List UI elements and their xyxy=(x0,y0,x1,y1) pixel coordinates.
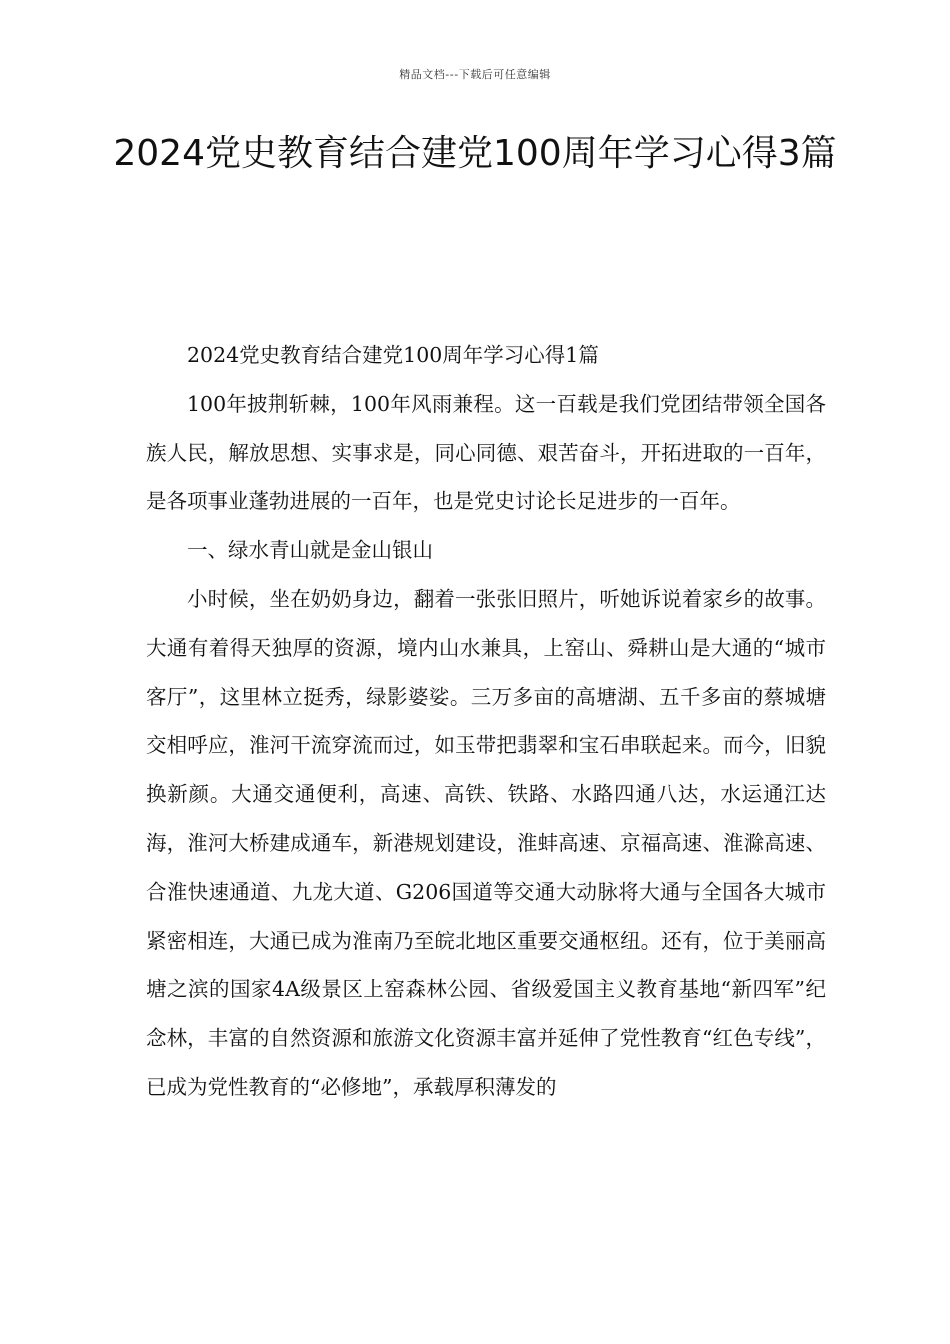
document-title: 2024党史教育结合建党100周年学习心得3篇 xyxy=(113,133,837,174)
body-paragraph-intro: 100年披荆斩棘，100年风雨兼程。这一百载是我们党团结带领全国各族人民，解放思想、实事求是，同心同德、艰苦奋斗，开拓进取的一百年，是各项事业蓬勃进展的一百年，也是党史讨论长足进步的一百年。 xyxy=(146,391,826,514)
body-paragraph-hometown: 小时候，坐在奶奶身边，翻着一张张旧照片，听她诉说着家乡的故事。大通有着得天独厚的资源，境内山水兼具，上窑山、舜耕山是大通的“城市客厅”，这里林立挺秀，绿影婆娑。三万多亩的高塘湖、五千多亩的蔡城塘交相呼应，淮河干流穿流而过，如玉带把翡翠和宝石串联起来。而今，旧貌换新颜。大通交通便利，高速、高铁、铁路、水路四通八达，水运通江达海，淮河大桥建成通车，新港规划建设，淮蚌高速、京福高速、淮滁高速、合淮快速通道、九龙大道、G206国道等交通大动脉将大通与全国各大城市紧密相连，大通已成为淮南乃至皖北地区重要交通枢纽。还有，位于美丽高塘之滨的国家4A级景区上窑森林公园、省级爱国主义教育基地“新四军”纪念林，丰富的自然资源和旅游文化资源丰富并延伸了党性教育“红色专线”，已成为党性教育的“必修地”，承载厚积薄发的 xyxy=(146,586,826,1099)
section-heading-1: 一、绿水青山就是金山银山 xyxy=(187,538,433,563)
document-body xyxy=(146,331,826,1112)
section-heading-part-1: 2024党史教育结合建党100周年学习心得1篇 xyxy=(187,343,599,367)
page-header-note: 精品文档---下载后可任意编辑 xyxy=(399,68,551,81)
